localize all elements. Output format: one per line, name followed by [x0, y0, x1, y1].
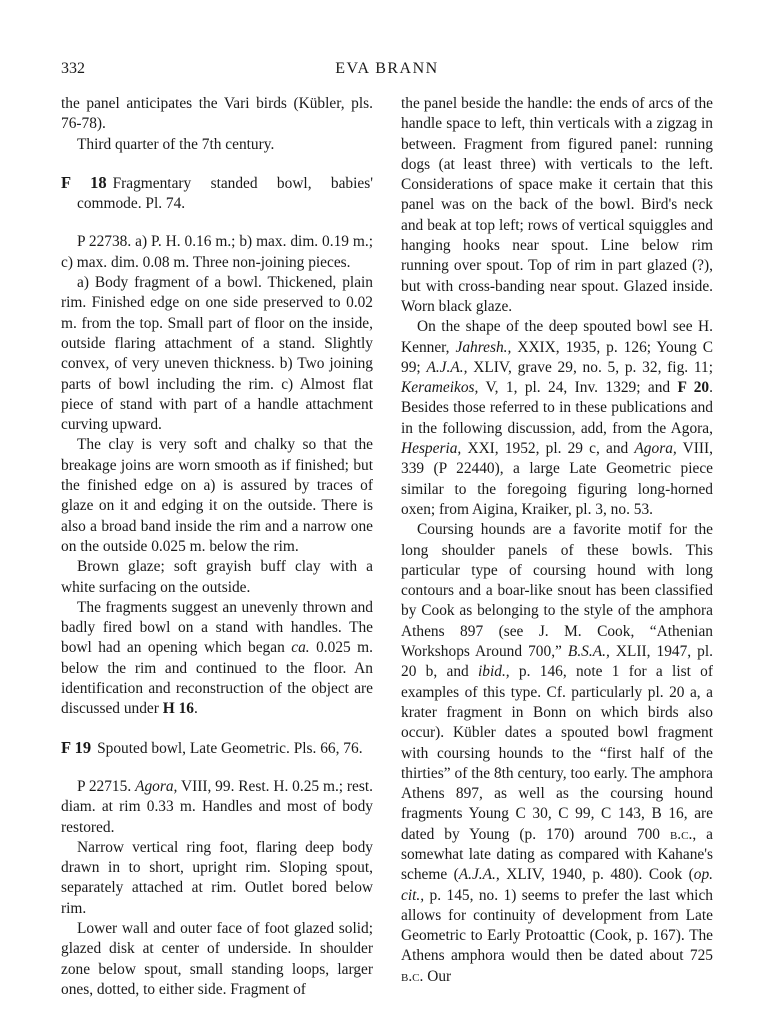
entry-title: Fragmentary standed bowl, babies' commode. Pl. 74.	[77, 174, 373, 213]
page-header	[61, 60, 713, 82]
hounds-discussion: Coursing hounds are a favorite motif for the long shoulder panels of these bowls. This particular type of coursing hound with long contours and a boar-like snout has been classified by Cook as belonging to the style of the amphora Athens 897 (see J. M. Cook, “Athenian Workshops Around 700,” B.S.A., XLII, 1947, pl. 20 b, and ibid., p. 146, note 1 for a list of examples of this type. Cf. particularly pl. 20 a, a krater fragment in Bonn on which birds also occur). Kübler dates a spouted bowl fragment with coursing hounds to the “first half of the thirties” of the 8th century, too early. The amphora Athens 897, as well as the coursing hound fragments Young C 30, C 99, C 143, B 16, are dated by Young (p. 170) around 700 b.c., a somewhat late dating as compared with Kahane's scheme (A.J.A., XLIV, 1940, p. 480). Cook (op. cit., p. 145, no. 1) seems to prefer the last which allows for continuity of development from Late Geometric to Early Protoattic (Cook, p. 167). The Athens amphora would then be dated about 725 b.c. Our	[401, 521, 713, 985]
decoration-continued: the panel beside the handle: the ends of arcs of the handle space to left, thin verticals with a zigzag in between. Fragment from figured panel: running dogs (at least three) with verticals to the left. Considerations of space make it certain that this panel was on the back of the bowl. Bird's neck and beak at top left; rows of vertical squiggles and hanging hooks near spout. Line below rim running over spout. Top of rim in part glazed (?), but with cross-banding near spout. Glazed inside. Worn black glaze.	[401, 95, 713, 315]
entry-shape: Narrow vertical ring foot, flaring deep body drawn in to short, upright rim. Sloping spout, separately attached at rim. Outlet bored below rim.	[61, 838, 373, 917]
entry-description: a) Body fragment of a bowl. Thickened, plain rim. Finished edge on one side preserved to 0.02 m. from the top. Small part of floor on the inside, outside flaring attachment of a stand. Slightly convex, of very uneven thickness. b) Two joining parts of bowl including the rim. c) Almost flat piece of stand with part of a handle attachment curving upward.	[61, 274, 373, 434]
catalogue-entry-f19-heading	[61, 738, 373, 759]
intro-date: Third quarter of the 7th century.	[77, 135, 275, 153]
left-column	[61, 94, 373, 1000]
entry-number: F 19	[61, 737, 92, 757]
entry-decoration: Lower wall and outer face of foot glazed solid; glazed disk at center of underside. In shoulder zone below spout, small standing loops, larger ones, dotted, to either side. Fragment of	[61, 919, 373, 998]
entry-discussion: The fragments suggest an unevenly thrown and badly fired bowl on a stand with handles. The bowl had an opening which began ca. 0.025 m. below the rim and continued to the floor. An identification and reconstruction of the object are discussed under H 16.	[61, 598, 374, 718]
page-number: 332	[61, 60, 85, 77]
cross-reference: H 16	[162, 700, 194, 718]
entry-glaze: Brown glaze; soft grayish buff clay with a white surfacing on the outside.	[61, 558, 373, 596]
entry-inventory: P 22715. Agora, VIII, 99. Rest. H. 0.25 m.; rest. diam. at rim 0.33 m. Handles and most of body restored.	[61, 777, 373, 836]
running-head: EVA BRANN	[335, 60, 439, 77]
entry-title: Spouted bowl, Late Geometric. Pls. 66, 76.	[97, 739, 363, 757]
entry-inventory: P 22738. a) P. H. 0.16 m.; b) max. dim. 0.19 m.; c) max. dim. 0.08 m. Three non-joining pieces.	[61, 233, 373, 271]
entry-number: F 18	[61, 172, 107, 192]
catalogue-entry-f18-heading	[61, 173, 373, 215]
right-column	[401, 94, 713, 987]
entry-clay: The clay is very soft and chalky so that the breakage joins are worn smooth as if finished; but the finished edge on a) is assured by traces of glaze on it and edging it on the outside. There is also a broad band inside the rim and a narrow one on the outside 0.025 m. below the rim.	[61, 436, 373, 555]
intro-paragraph: the panel anticipates the Vari birds (Kübler, pls. 76-78).	[61, 95, 373, 133]
shape-discussion: On the shape of the deep spouted bowl see H. Kenner, Jahresh., XXIX, 1935, p. 126; Young C 99; A.J.A., XLIV, grave 29, no. 5, p. 32, fig. 11; Kerameikos, V, 1, pl. 24, Inv. 1329; and F 20. Besides those referred to in these publications and in the following discussion, add, from the Agora, Hesperia, XXI, 1952, pl. 29 c, and Agora, VIII, 339 (P 22440), a large Late Geometric piece similar to the foregoing figuring long-horned oxen; from Aigina, Kraiker, pl. 3, no. 53.	[401, 318, 714, 518]
